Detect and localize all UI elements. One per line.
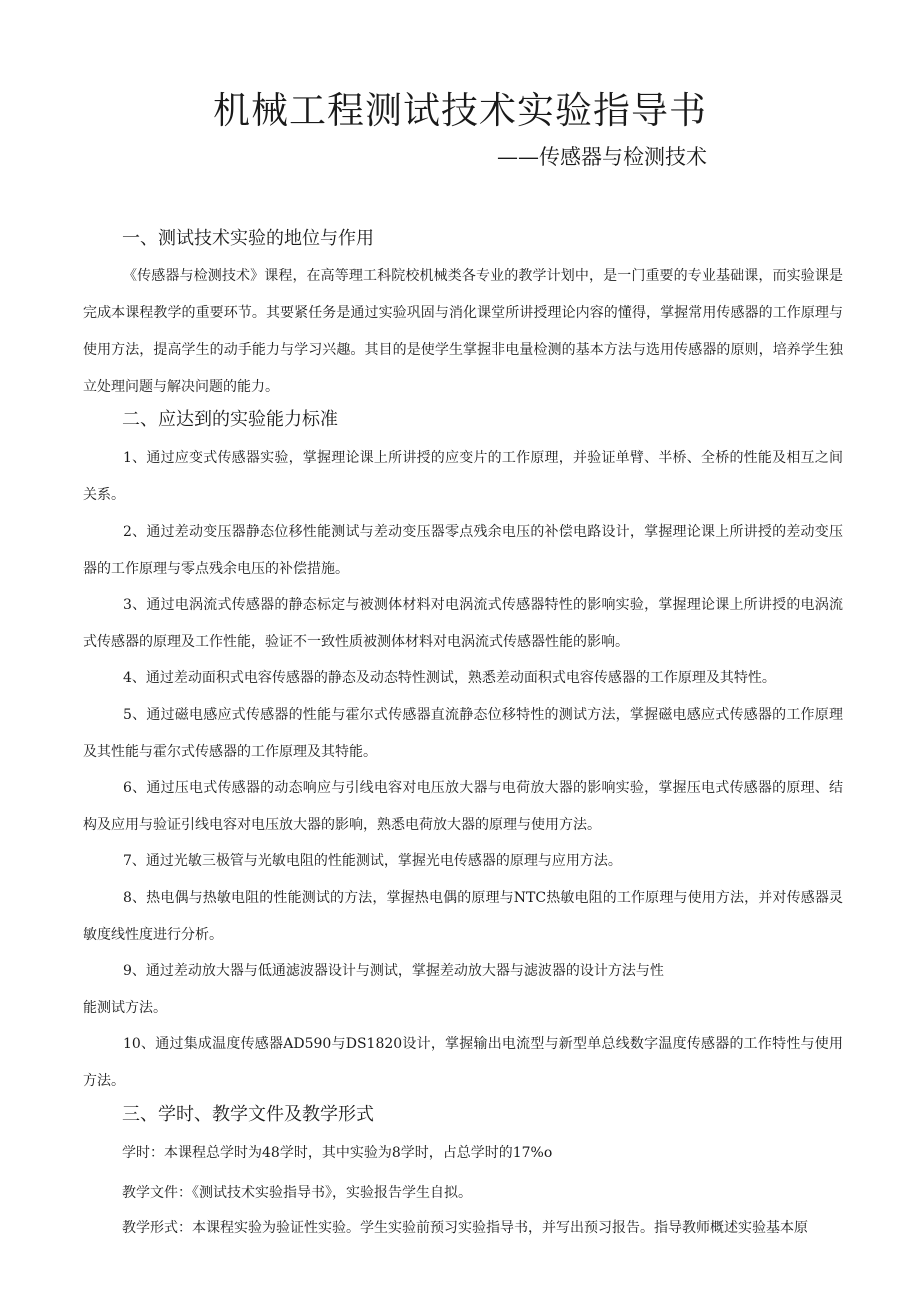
section-heading-1: 一、测试技术实验的地位与作用 [122, 228, 374, 249]
list-item: 1、通过应变式传感器实验，掌握理论课上所讲授的应变片的工作原理，并验证单臂、半桥、全桥的性能及相互之间关系。 [83, 450, 843, 503]
list-item: 4、通过差动面积式电容传感器的静态及动态特性测试，熟悉差动面积式电容传感器的工作原理及其特性。 [123, 670, 776, 686]
document-title: 机械工程测试技术实验指导书 [213, 89, 707, 132]
list-item: 8、热电偶与热敏电阻的性能测试的方法，掌握热电偶的原理与NTC热敏电阻的工作原理与使用方法，并对传感器灵敏度线性度进行分析。 [83, 890, 843, 943]
list-item: 6、通过压电式传感器的动态响应与引线电容对电压放大器与电荷放大器的影响实验，掌握压电式传感器的原理、结构及应用与验证引线电容对电压放大器的影响，熟悉电荷放大器的原理与使用方法。 [83, 780, 843, 833]
list-item: 9、通过差动放大器与低通滤波器设计与测试，掌握差动放大器与滤波器的设计方法与性 [123, 963, 664, 979]
section-heading-2: 二、应达到的实验能力标准 [122, 409, 338, 430]
list-item: 5、通过磁电感应式传感器的性能与霍尔式传感器直流静态位移特性的测试方法，掌握磁电感应式传感器的工作原理及其性能与霍尔式传感器的工作原理及其特能。 [83, 707, 843, 760]
list-item-continuation: 能测试方法。 [83, 1000, 167, 1016]
section-heading-3: 三、学时、教学文件及教学形式 [122, 1104, 374, 1125]
document-subtitle: ——传感器与检测技术 [497, 145, 707, 169]
list-item: 10、通过集成温度传感器AD590与DS1820设计，掌握输出电流型与新型单总线数字温度传感器的工作特性与使用方法。 [83, 1036, 843, 1089]
list-item: 7、通过光敏三极管与光敏电阻的性能测试，掌握光电传感器的原理与应用方法。 [123, 853, 622, 869]
class-hours-line: 学时：本课程总学时为48学时，其中实验为8学时，占总学时的17%o [122, 1145, 553, 1161]
teaching-form-line: 教学形式：本课程实验为验证性实验。学生实验前预习实验指导书，并写出预习报告。指导教师概述实验基本原 [122, 1220, 808, 1236]
teaching-documents-line: 教学文件：《测试技术实验指导书》，实验报告学生自拟。 [122, 1185, 472, 1201]
list-item: 3、通过电涡流式传感器的静态标定与被测体材料对电涡流式传感器特性的影响实验，掌握理论课上所讲授的电涡流式传感器的原理及工作性能，验证不一致性质被测体材料对电涡流式传感器性能的影响。 [83, 597, 843, 650]
section-1-paragraph: 《传感器与检测技术》课程，在高等理工科院校机械类各专业的教学计划中，是一门重要的专业基础课，而实验课是完成本课程教学的重要环节。其要紧任务是通过实验巩固与消化课堂所讲授理论内容的懂得，掌握常用传感器的工作原理与使用方法，提高学生的动手能力与学习兴趣。其目的是使学生掌握非电量检测的基本方法与选用传感器的原则，培养学生独立处理问题与解决问题的能力。 [83, 268, 843, 395]
list-item: 2、通过差动变压器静态位移性能测试与差动变压器零点残余电压的补偿电路设计，掌握理论课上所讲授的差动变压器的工作原理与零点残余电压的补偿措施。 [83, 524, 843, 577]
